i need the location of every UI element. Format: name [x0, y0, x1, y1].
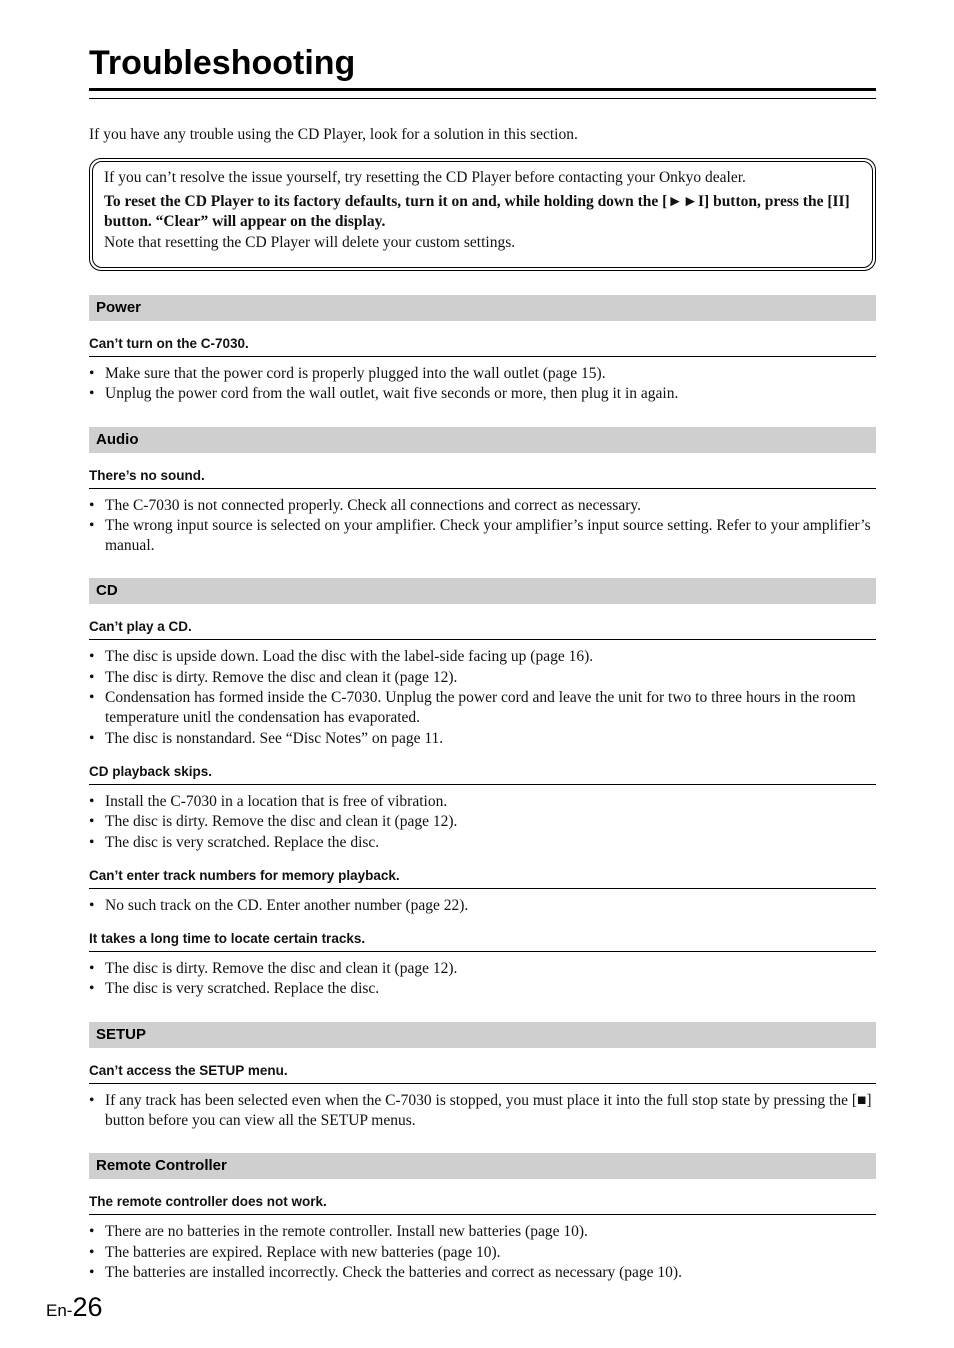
- problem-title: The remote controller does not work.: [89, 1193, 876, 1215]
- solution-item: [89, 384, 876, 404]
- solution-item: [89, 647, 876, 667]
- bullet-icon: •: [89, 1263, 95, 1281]
- bullet-icon: •: [89, 729, 95, 747]
- bullet-icon: •: [89, 516, 95, 534]
- section-power: [89, 295, 876, 405]
- page-title: Troubleshooting: [89, 44, 356, 82]
- section-remote-controller: [89, 1153, 876, 1283]
- solution-item: [89, 668, 876, 688]
- section-header: Remote Controller: [89, 1153, 876, 1179]
- notice-note: Note that resetting the CD Player will delete your custom settings.: [104, 233, 516, 251]
- problem-title: Can’t enter track numbers for memory playback.: [89, 867, 876, 889]
- solution-list: [89, 1222, 876, 1283]
- solution-item: [89, 896, 876, 916]
- problem-title: Can’t play a CD.: [89, 618, 876, 640]
- solution-text: The batteries are installed incorrectly. Check the batteries and correct as necessary (page 10).: [105, 1263, 682, 1281]
- solution-list: [89, 364, 876, 405]
- page-number-prefix: En-: [46, 1301, 73, 1320]
- section-cd: [89, 578, 876, 999]
- problem-title: There’s no sound.: [89, 467, 876, 489]
- solution-item: [89, 1222, 876, 1242]
- bullet-icon: •: [89, 792, 95, 810]
- solution-list: [89, 959, 876, 1000]
- bullet-icon: •: [89, 365, 95, 382]
- solution-list: [89, 496, 876, 557]
- solution-text: The disc is dirty. Remove the disc and clean it (page 12).: [105, 668, 458, 686]
- solution-item: [89, 729, 876, 749]
- solution-text: The batteries are expired. Replace with new batteries (page 10).: [105, 1243, 501, 1261]
- problem-title: Can’t access the SETUP menu.: [89, 1062, 876, 1084]
- problem-title: It takes a long time to locate certain tracks.: [89, 930, 876, 952]
- solution-text: The disc is upside down. Load the disc with the label-side facing up (page 16).: [105, 648, 594, 666]
- solution-item: [89, 516, 876, 557]
- bullet-icon: •: [89, 960, 95, 978]
- solution-item: [89, 959, 876, 979]
- solution-text: Condensation has formed inside the C-7030. Unplug the power cord and leave the unit for two to three hours in the room temperature unitl the condensation has evaporated.: [105, 689, 856, 727]
- solution-list: [89, 647, 876, 748]
- section-setup: [89, 1022, 876, 1132]
- section-header: CD: [89, 578, 876, 604]
- solution-text: Unplug the power cord from the wall outlet, wait five seconds or more, then plug it in again.: [105, 385, 679, 403]
- reset-notice-box: [89, 158, 876, 271]
- bullet-icon: •: [89, 833, 95, 851]
- solution-item: [89, 979, 876, 999]
- bullet-icon: •: [89, 689, 95, 707]
- page-number: 26: [72, 1292, 103, 1322]
- page-footer: [46, 1292, 103, 1323]
- section-audio: [89, 427, 876, 557]
- solution-text: Install the C-7030 in a location that is free of vibration.: [105, 792, 448, 810]
- solution-item: [89, 1243, 876, 1263]
- bullet-icon: •: [89, 896, 95, 914]
- bullet-icon: •: [89, 980, 95, 998]
- title-rule: [89, 88, 876, 99]
- section-header: Audio: [89, 427, 876, 453]
- solution-list: [89, 1091, 876, 1132]
- bullet-icon: •: [89, 496, 95, 514]
- solution-text: The C-7030 is not connected properly. Check all connections and correct as necessary.: [105, 496, 641, 514]
- solution-text: The wrong input source is selected on your amplifier. Check your amplifier’s input source setting. Refer to your amplifier’s manual.: [105, 516, 871, 555]
- solution-text: There are no batteries in the remote controller. Install new batteries (page 10).: [105, 1223, 588, 1241]
- solution-text: If any track has been selected even when the C-7030 is stopped, you must place it into the full stop state by pressing the [■] button before you can view all the SETUP menus.: [105, 1091, 872, 1130]
- problem-title: Can’t turn on the C-7030.: [89, 335, 876, 357]
- solution-text: The disc is nonstandard. See “Disc Notes” on page 11.: [105, 729, 444, 747]
- solution-item: [89, 1263, 876, 1283]
- solution-text: The disc is dirty. Remove the disc and clean it (page 12).: [105, 813, 458, 831]
- solution-text: The disc is very scratched. Replace the disc.: [105, 833, 380, 851]
- solution-list: [89, 792, 876, 853]
- bullet-icon: •: [89, 1223, 95, 1241]
- notice-reset-instruction: To reset the CD Player to its factory defaults, turn it on and, while holding down the [►►I] button, press the [II] button. “Clear” will appear on the display.: [104, 192, 850, 230]
- solution-text: Make sure that the power cord is properly plugged into the wall outlet (page 15).: [105, 365, 606, 382]
- bullet-icon: •: [89, 1091, 95, 1109]
- intro-text: If you have any trouble using the CD Player, look for a solution in this section.: [89, 126, 578, 143]
- solution-text: No such track on the CD. Enter another number (page 22).: [105, 896, 469, 914]
- solution-item: [89, 792, 876, 812]
- solution-text: The disc is very scratched. Replace the disc.: [105, 980, 380, 998]
- solution-item: [89, 496, 876, 516]
- solution-item: [89, 688, 876, 729]
- solution-list: [89, 896, 876, 916]
- solution-text: The disc is dirty. Remove the disc and clean it (page 12).: [105, 960, 458, 978]
- section-header: Power: [89, 295, 876, 321]
- bullet-icon: •: [89, 813, 95, 831]
- bullet-icon: •: [89, 668, 95, 686]
- section-header: SETUP: [89, 1022, 876, 1048]
- page-content: [89, 40, 876, 1283]
- bullet-icon: •: [89, 385, 95, 403]
- solution-item: [89, 833, 876, 853]
- solution-item: [89, 812, 876, 832]
- bullet-icon: •: [89, 648, 95, 666]
- solution-item: [89, 364, 876, 384]
- solution-item: [89, 1091, 876, 1132]
- problem-title: CD playback skips.: [89, 763, 876, 785]
- notice-line: If you can’t resolve the issue yourself, try resetting the CD Player before contacting your Onkyo dealer.: [104, 169, 746, 186]
- bullet-icon: •: [89, 1243, 95, 1261]
- reset-notice-inner: [92, 161, 873, 268]
